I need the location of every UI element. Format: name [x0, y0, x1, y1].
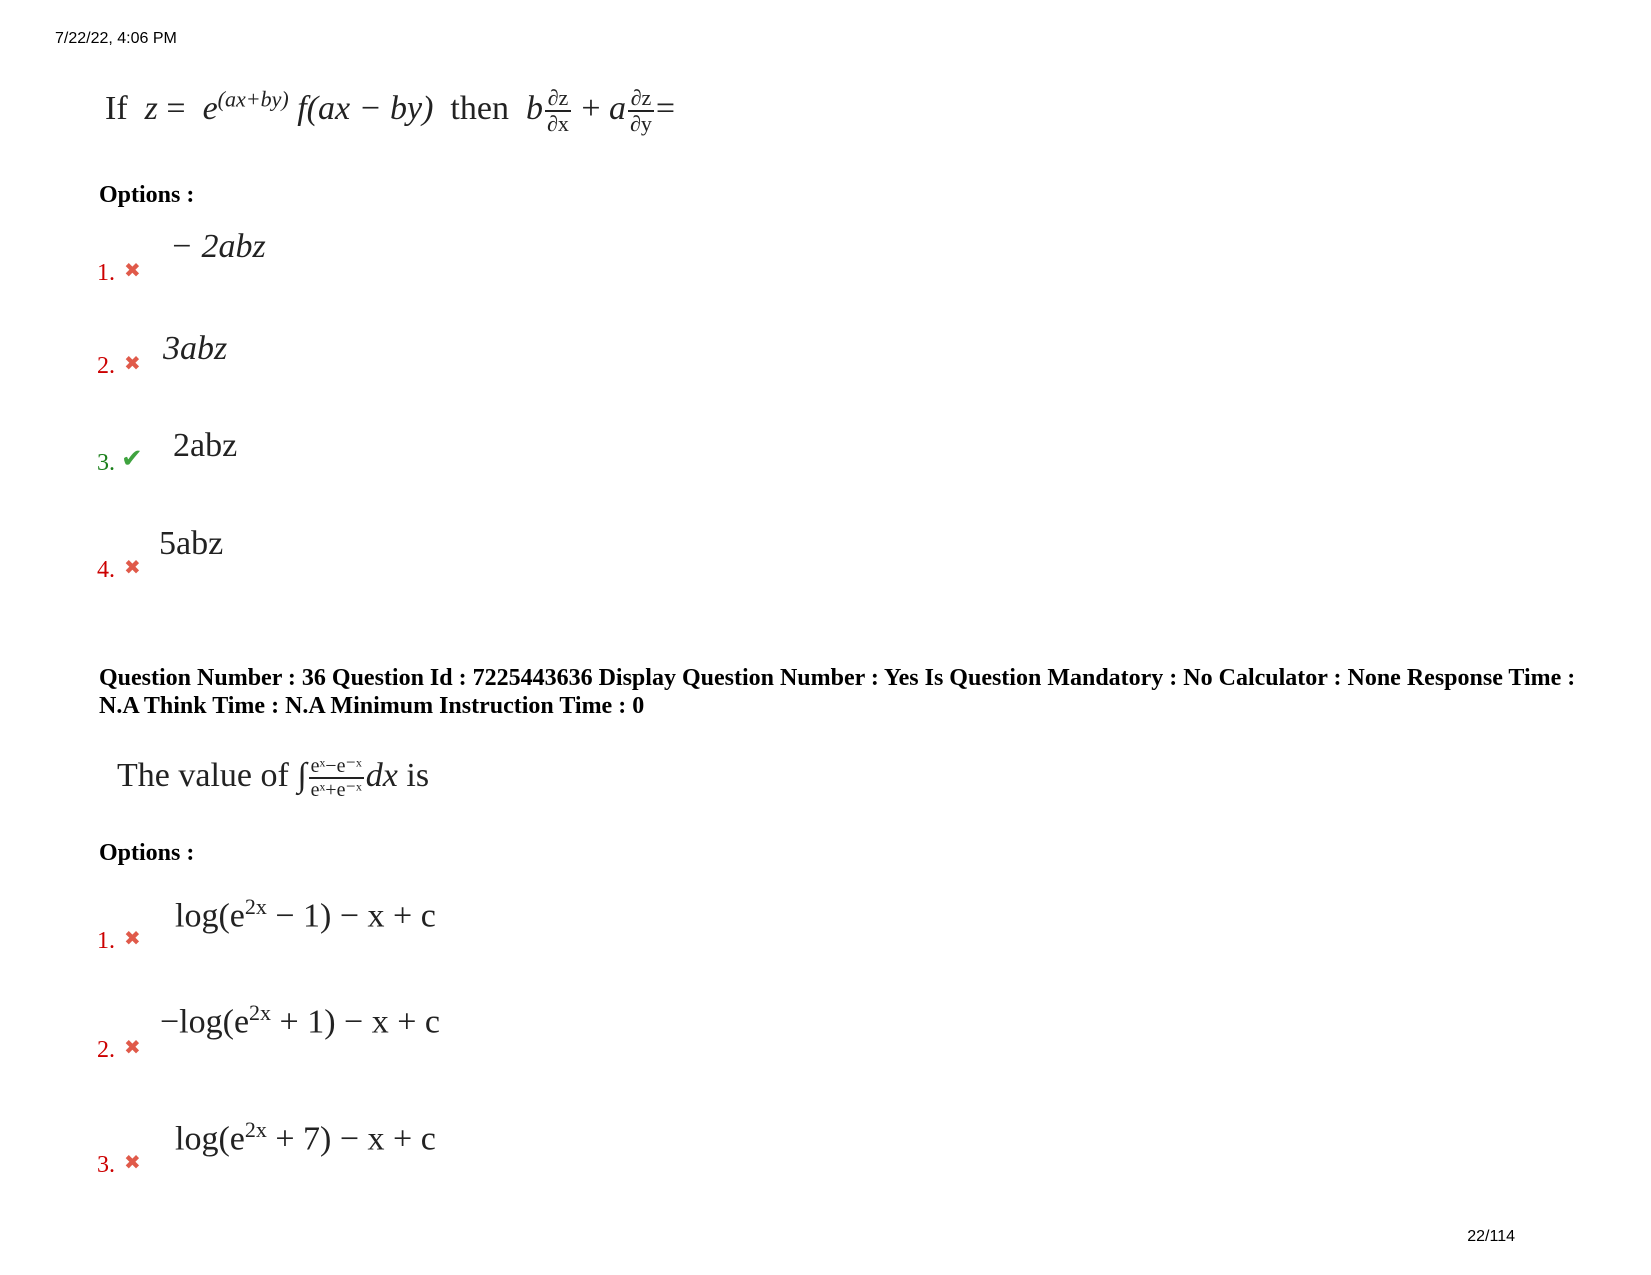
- option-text: 2abz: [173, 427, 238, 464]
- option-number: 1.: [97, 260, 115, 286]
- option-text: $-\log(e^{2x} + 1) - x + c$: [160, 1000, 440, 1041]
- page-number: 22/114: [1467, 1228, 1515, 1245]
- stem-function: f(ax − by): [297, 89, 434, 127]
- stem-then: then: [450, 89, 509, 127]
- option-text: 3abz: [163, 330, 228, 367]
- option-number: 4.: [97, 557, 115, 583]
- question-36-stem: [117, 755, 429, 801]
- wrong-mark-icon: ✖: [124, 1037, 141, 1059]
- wrong-mark-icon: ✖: [124, 1152, 141, 1174]
- integrand-fraction: $\frac{\text{eˣ−e⁻ˣ}}{\text{eˣ+e⁻ˣ}}$: [310, 755, 362, 801]
- wrong-mark-icon: ✖: [124, 260, 141, 282]
- stem-a: a: [609, 89, 627, 127]
- option-text: − 2abz: [170, 228, 266, 265]
- partial-z-x-fraction: $\frac{\partial z}{\partial x}$: [546, 85, 569, 136]
- stem-equals: =: [166, 89, 186, 127]
- stem-end: =: [655, 89, 676, 127]
- option-number: 3.: [97, 1152, 115, 1178]
- correct-check-icon: ✔: [121, 444, 143, 473]
- stem-plus: +: [581, 89, 601, 127]
- option-number: 2.: [97, 353, 115, 379]
- stem-z: z: [144, 89, 158, 127]
- wrong-mark-icon: ✖: [124, 557, 141, 579]
- stem-end: is: [406, 756, 430, 794]
- stem-lead: If: [105, 89, 128, 127]
- option-text: $\log(e^{2x} + 7) - x + c$: [175, 1117, 436, 1158]
- option-text: $\log(e^{2x} - 1) - x + c$: [175, 894, 436, 935]
- print-timestamp: 7/22/22, 4:06 PM: [55, 30, 177, 47]
- options-label: Options :: [99, 182, 195, 208]
- options-label: Options :: [99, 840, 195, 866]
- partial-z-y-fraction: $\frac{\partial z}{\partial y}$: [630, 85, 652, 136]
- question-35-stem: [105, 86, 675, 136]
- stem-exponent: (ax+by): [217, 86, 289, 112]
- wrong-mark-icon: ✖: [124, 353, 141, 375]
- option-text: 5abz: [159, 525, 224, 562]
- option-number: 1.: [97, 928, 115, 954]
- stem-lead: The value of: [117, 756, 289, 794]
- option-number: 2.: [97, 1037, 115, 1063]
- stem-b: b: [525, 89, 543, 127]
- integral-sign: ∫: [297, 756, 307, 794]
- stem-e: e: [202, 89, 218, 127]
- question-36-metadata: Question Number : 36 Question Id : 7225443636 Display Question Number : Yes Is Question Mandatory : No Calculator : None Response Time : N.A Think Time : N.A Minimum Instruction Time : 0: [99, 665, 1576, 719]
- stem-dx: dx: [365, 756, 398, 794]
- option-number: 3.: [97, 450, 115, 476]
- wrong-mark-icon: ✖: [124, 928, 141, 950]
